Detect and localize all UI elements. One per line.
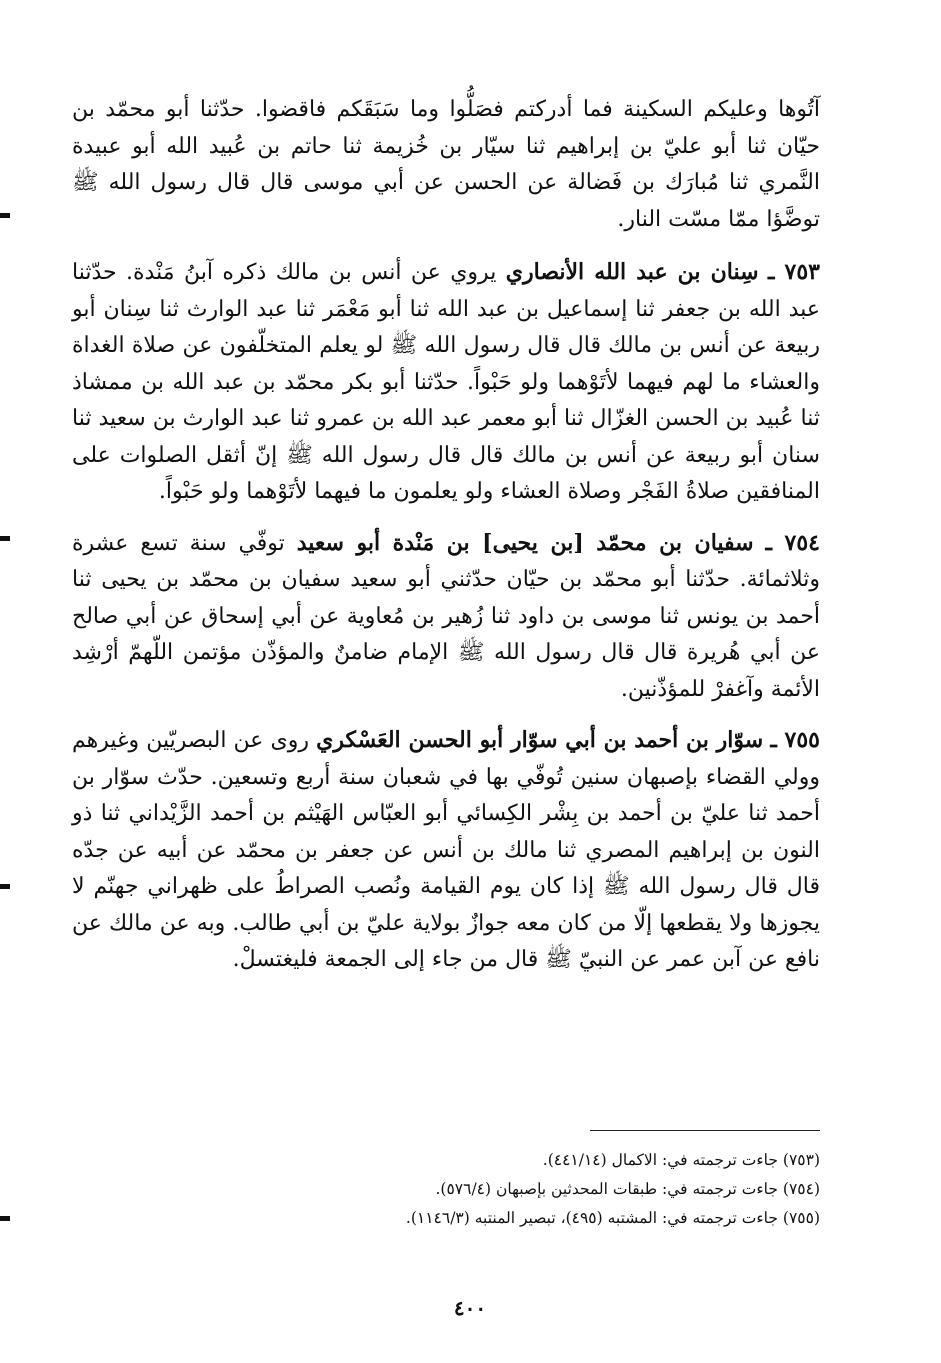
scan-edge-mark: [0, 884, 10, 889]
footnote-754: (٧٥٤) جاءت ترجمته في: طبقات المحدثين بإصبهان (٥٧٦/٤).: [435, 1180, 820, 1198]
paragraph-continuation: [72, 92, 820, 238]
scan-edge-mark: [0, 213, 10, 218]
footnote-divider: [590, 1130, 820, 1131]
page-number: ٤٠٠: [453, 1296, 487, 1320]
scan-edge-mark: [0, 1216, 10, 1221]
entry-text: يروي عن أنس بن مالك ذكره آبنُ مَنْدة. حدّثنا عبد الله بن جعفر ثنا إسماعيل بن عبد الله ثنا أبو مَعْمَر ثنا عبد الوارث ثنا سِنان أبو ربيعة عن أنس بن مالك قال قال رسول الله ﷺ لو يعلم المتخلّفون عن صلاة الغداة والعشاء ما لهم فيهما لأتَوْهما ولو حَبْواً. حدّثنا أبو بكر محمّد بن عبد الله بن ممشاذ ثنا عُبيد بن الحسن الغزّال ثنا أبو معمر عبد الله بن عمرو ثنا عبد الوارث بن سعيد ثنا سنان أبو ربيعة عن أنس بن مالك قال قال رسول الله ﷺ إنّ أثقل الصلوات على المنافقين صلاةُ الفَجْر وصلاة العشاء ولو يعلمون ما فيهما لأتَوْهما ولو حَبْواً.: [72, 260, 820, 504]
entry-name: سفيان بن محمّد [بن يحيى] بن مَنْدة أبو سعيد: [296, 529, 754, 556]
footnote-753: (٧٥٣) جاءت ترجمته في: الاكمال (٤٤١/١٤).: [542, 1151, 820, 1169]
entry-number: ٧٥٣ ـ: [768, 259, 820, 285]
main-text: [72, 92, 820, 993]
entry-text: روى عن البصريّين وغيرهم وولي القضاء بإصبهان سنين تُوفّي بها في شعبان سنة أربع وتسعين. حدّث سوّار بن أحمد ثنا عليّ بن أحمد بن بِشْر الكِسائي أبو العبّاس الهَيْثم بن أحمد الزَّيْداني ثنا ذو النون بن إبراهيم المصري ثنا مالك بن أنس عن جعفر بن محمّد عن أبيه عن جدّه قال قال رسول الله ﷺ إذا كان يوم القيامة ونُصب الصراطُ على ظهراني جهنّم لا يجوزها ولا يقطعها إلّا من كان معه جوازٌ بولاية عليّ بن أبي طالب. وبه عن مالك عن نافع عن آبن عمر عن النبيّ ﷺ قال من جاء إلى الجمعة فليغتسلْ.: [72, 728, 820, 972]
entry-754: [72, 525, 820, 709]
entry-753: [72, 254, 820, 511]
paragraph-text: آتُوها وعليكم السكينة فما أدركتم فصَلُّوا وما سَبَقَكم فاقضوا. حدّثنا أبو محمّد بن حيّان ثنا أبو عليّ بن إبراهيم ثنا سيّار بن خُزيمة ثنا حاتم بن عُبيد الله أبو عبيدة النَّمري ثنا مُبارَك بن فَضالة عن الحسن عن أبي موسى قال قال رسول الله ﷺ توضَّؤا ممّا مسّت النار.: [72, 97, 820, 232]
entry-number: ٧٥٤ ـ: [765, 529, 820, 556]
entry-number: ٧٥٥ ـ: [770, 727, 820, 753]
footnotes: [300, 1146, 820, 1233]
scan-edge-mark: [0, 536, 10, 541]
entry-755: [72, 722, 820, 979]
entry-name: سوّار بن أحمد بن أبي سوّار أبو الحسن العَسْكري: [316, 727, 764, 753]
entry-name: سِنان بن عبد الله الأنصاري: [505, 259, 759, 285]
footnote-755: (٧٥٥) جاءت ترجمته في: المشتبه (٤٩٥)، تبصير المنتبه (١١٤٦/٣).: [405, 1209, 820, 1227]
entry-text: توفّي سنة تسع عشرة وثلاثمائة. حدّثنا أبو محمّد بن حيّان حدّثني أبو سعيد سفيان بن محمّد بن يحيى ثنا أحمد بن يونس ثنا موسى بن داود ثنا زُهير بن مُعاوية عن أبي إسحاق عن أبي صالح عن أبي هُريرة قال قال رسول الله ﷺ الإمام ضامنٌ والمؤذّن مؤتمن اللّهمّ أرْشِد الأئمة وآغفرْ للمؤذّنين.: [72, 530, 820, 702]
